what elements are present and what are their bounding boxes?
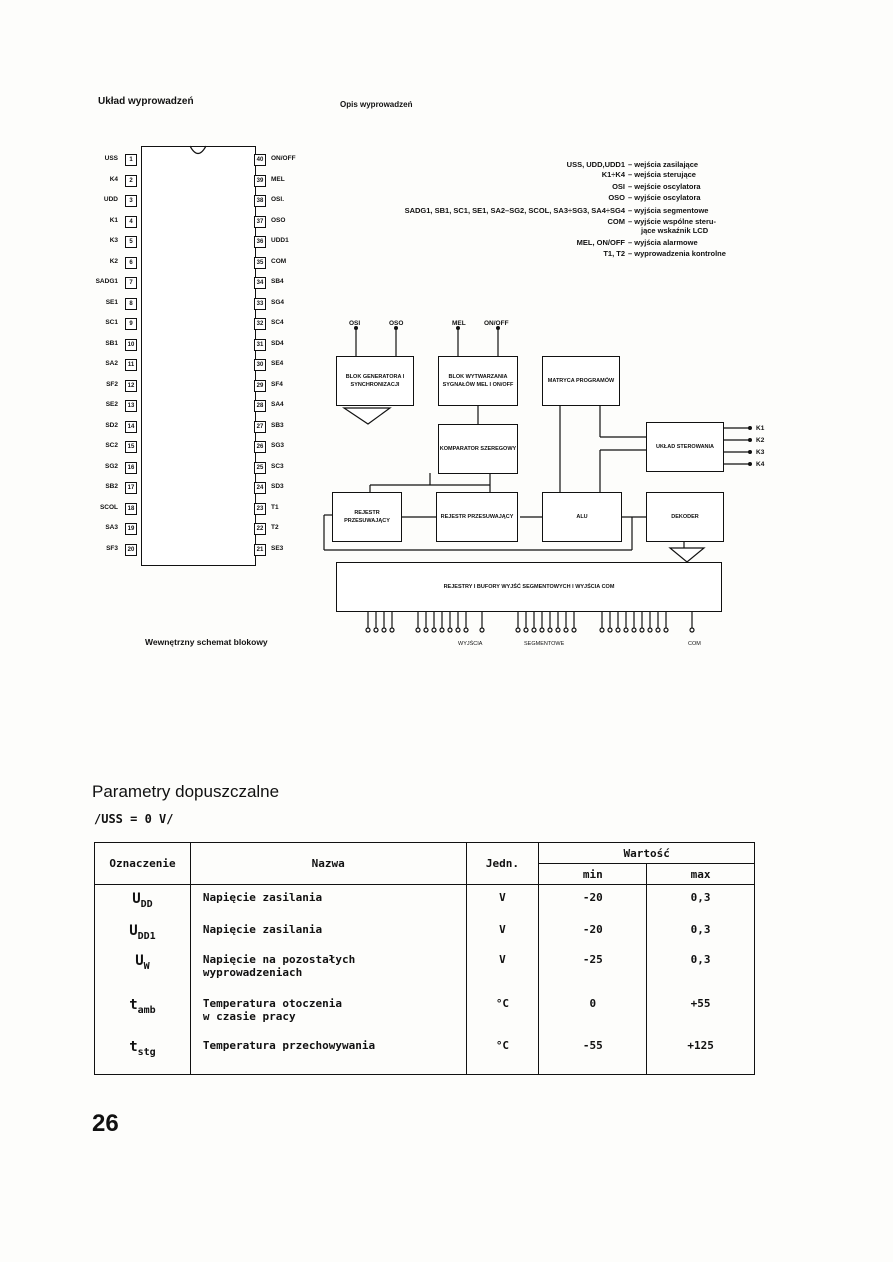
param-name-line1: Napięcie na pozostałych bbox=[202, 952, 356, 966]
segment-output-terminal bbox=[540, 628, 544, 632]
symbol-main: U bbox=[129, 922, 138, 939]
segment-output-terminal bbox=[564, 628, 568, 632]
segment-output-terminal bbox=[664, 628, 668, 632]
k4-label: K4 bbox=[756, 461, 765, 468]
left-pin bbox=[0, 216, 140, 230]
pin-name: T2 bbox=[271, 524, 279, 531]
right-pin bbox=[254, 257, 394, 271]
param-min: 0 bbox=[539, 991, 647, 1033]
ic-body bbox=[141, 146, 256, 566]
symbol-sub: amb bbox=[137, 1004, 156, 1016]
desc-text: – wejście oscylatora bbox=[628, 182, 701, 191]
param-symbol bbox=[95, 991, 191, 1033]
param-row bbox=[95, 991, 755, 1033]
right-pin bbox=[254, 277, 394, 291]
param-symbol bbox=[95, 1033, 191, 1075]
pin-number: 22 bbox=[254, 523, 266, 535]
col-name: Nazwa bbox=[190, 843, 466, 885]
pin-number: 38 bbox=[254, 195, 266, 207]
pin-number: 39 bbox=[254, 175, 266, 187]
pin-name: SB4 bbox=[271, 278, 284, 285]
param-row bbox=[95, 1033, 755, 1075]
pin-number: 35 bbox=[254, 257, 266, 269]
param-name-line2: w czasie pracy bbox=[202, 1009, 296, 1023]
col-max: max bbox=[647, 864, 755, 885]
k2-label: K2 bbox=[756, 437, 765, 444]
pin-name: OSI. bbox=[271, 196, 285, 203]
pin-name: K4 bbox=[109, 175, 118, 183]
mel-label: MEL bbox=[452, 320, 466, 327]
pin-number: 23 bbox=[254, 503, 266, 515]
right-pin bbox=[254, 216, 394, 230]
param-unit: °C bbox=[466, 991, 539, 1033]
segment-output-terminal bbox=[456, 628, 460, 632]
segment-output-terminal bbox=[416, 628, 420, 632]
segment-output-terminal bbox=[524, 628, 528, 632]
left-pin bbox=[0, 298, 140, 312]
pin-number: 26 bbox=[254, 441, 266, 453]
pin-number: 17 bbox=[125, 482, 137, 494]
right-pin bbox=[254, 195, 394, 209]
pin-number: 10 bbox=[125, 339, 137, 351]
pin-name: SC4 bbox=[271, 319, 284, 326]
ic-notch bbox=[188, 145, 208, 157]
param-unit: V bbox=[466, 947, 539, 991]
symbol-sub: DD1 bbox=[137, 930, 156, 942]
param-min: -20 bbox=[539, 917, 647, 947]
symbol-main: t bbox=[129, 1038, 138, 1055]
left-pin bbox=[0, 195, 140, 209]
pin-name: SF2 bbox=[106, 380, 118, 388]
left-pin bbox=[0, 318, 140, 332]
param-symbol bbox=[95, 917, 191, 947]
params-table bbox=[94, 842, 755, 1075]
desc-text: – wyjścia segmentowe bbox=[628, 206, 709, 215]
desc-signal: OSO bbox=[608, 193, 625, 202]
pinout-header: Układ wyprowadzeń bbox=[98, 96, 194, 107]
left-pin bbox=[0, 482, 140, 496]
segment-output-terminal bbox=[432, 628, 436, 632]
segment-output-terminal bbox=[366, 628, 370, 632]
segment-output-terminal bbox=[532, 628, 536, 632]
pin-number: 15 bbox=[125, 441, 137, 453]
desc-text: – wyprowadzenia kontrolne bbox=[628, 249, 726, 258]
pin-number: 19 bbox=[125, 523, 137, 535]
pin-name: SG2 bbox=[104, 462, 118, 470]
param-name-line2: wyprowadzeniach bbox=[202, 965, 303, 979]
output-buffers-block: REJESTRY I BUFORY WYJŚĆ SEGMENTOWYCH I WYJŚCIA COM bbox=[336, 562, 722, 612]
pin-number: 6 bbox=[125, 257, 137, 269]
param-name bbox=[190, 1033, 466, 1075]
pin-number: 18 bbox=[125, 503, 137, 515]
desc-signal: SADG1, SB1, SC1, SE1, SA2–SG2, SCOL, SA3÷SG3, SA4÷SG4 bbox=[404, 206, 625, 215]
desc-signal: USS, UDD,UDD1 bbox=[566, 160, 625, 169]
params-title: Parametry dopuszczalne bbox=[92, 782, 280, 801]
param-unit: °C bbox=[466, 1033, 539, 1075]
pin-number: 29 bbox=[254, 380, 266, 392]
symbol-main: t bbox=[129, 996, 138, 1013]
left-pin bbox=[0, 339, 140, 353]
pin-number: 40 bbox=[254, 154, 266, 166]
pin-number: 8 bbox=[125, 298, 137, 310]
segment-output-terminal bbox=[440, 628, 444, 632]
left-pin bbox=[0, 400, 140, 414]
pin-number: 4 bbox=[125, 216, 137, 228]
pin-number: 27 bbox=[254, 421, 266, 433]
desc-text: – wyjścia alarmowe bbox=[628, 238, 698, 247]
comparator-block: KOMPARATOR SZEREGOWY bbox=[438, 424, 518, 474]
onoff-label: ON/OFF bbox=[484, 320, 509, 327]
left-pin bbox=[0, 359, 140, 373]
pin-name: SB2 bbox=[105, 483, 118, 490]
segment-output-terminal bbox=[632, 628, 636, 632]
outputs-label: WYJŚCIA bbox=[458, 641, 483, 647]
param-name bbox=[190, 917, 466, 947]
pin-number: 20 bbox=[125, 544, 137, 556]
left-pin bbox=[0, 462, 140, 476]
pin-name: SG3 bbox=[271, 442, 285, 449]
symbol-sub: DD bbox=[140, 898, 153, 910]
param-symbol bbox=[95, 947, 191, 991]
desc-signal: K1÷K4 bbox=[601, 170, 625, 179]
segment-output-terminal bbox=[608, 628, 612, 632]
pin-name: SE4 bbox=[271, 360, 284, 367]
pin-number: 24 bbox=[254, 482, 266, 494]
pin-name: USS bbox=[104, 155, 118, 162]
pin-name: K2 bbox=[109, 257, 118, 265]
left-pin bbox=[0, 154, 140, 168]
segment-output-terminal bbox=[556, 628, 560, 632]
pin-number: 36 bbox=[254, 236, 266, 248]
pin-name: SE3 bbox=[271, 544, 284, 552]
shift-register-2: REJESTR PRZESUWAJĄCY bbox=[436, 492, 518, 542]
desc-signal: COM bbox=[607, 217, 625, 226]
param-max: 0,3 bbox=[647, 947, 755, 991]
col-unit: Jedn. bbox=[466, 843, 539, 885]
desc-text: – wejścia sterujące bbox=[628, 170, 696, 179]
pin-number: 14 bbox=[125, 421, 137, 433]
pin-number: 16 bbox=[125, 462, 137, 474]
segment-output-terminal bbox=[424, 628, 428, 632]
param-name-line1: Temperatura otoczenia bbox=[202, 996, 342, 1010]
segment-output-terminal bbox=[600, 628, 604, 632]
col-symbol: Oznaczenie bbox=[95, 843, 191, 885]
right-pin bbox=[254, 154, 394, 168]
param-max: 0,3 bbox=[647, 917, 755, 947]
pin-name: K3 bbox=[109, 237, 118, 244]
pin-name: SB1 bbox=[105, 339, 118, 347]
pin-name: SC3 bbox=[271, 462, 284, 470]
pin-number: 2 bbox=[125, 175, 137, 187]
left-pin bbox=[0, 421, 140, 435]
symbol-main: U bbox=[135, 952, 144, 969]
pin-name: SA3 bbox=[105, 524, 118, 531]
left-pin bbox=[0, 277, 140, 291]
pin-number: 30 bbox=[254, 359, 266, 371]
pin-name: SADG1 bbox=[95, 278, 118, 285]
segment-output-terminal bbox=[382, 628, 386, 632]
col-value: Wartość bbox=[539, 843, 755, 864]
param-name-line1: Napięcie zasilania bbox=[202, 922, 323, 936]
pin-name: SCOL bbox=[99, 503, 118, 511]
k3-label: K3 bbox=[756, 449, 765, 456]
pin-number: 12 bbox=[125, 380, 137, 392]
pin-number: 11 bbox=[125, 359, 137, 371]
right-pin bbox=[254, 236, 394, 250]
pin-name: UDD bbox=[103, 196, 118, 203]
pin-number: 7 bbox=[125, 277, 137, 289]
pin-number: 37 bbox=[254, 216, 266, 228]
segment-output-terminal bbox=[480, 628, 484, 632]
left-pin bbox=[0, 523, 140, 537]
control-unit-block: UKŁAD STEROWANIA bbox=[646, 422, 724, 472]
pin-name: ON/OFF bbox=[271, 155, 296, 162]
shift-register-1: REJESTR PRZESUWAJĄCY bbox=[332, 492, 402, 542]
param-unit: V bbox=[466, 917, 539, 947]
param-min: -25 bbox=[539, 947, 647, 991]
segment-label: SEGMENTOWE bbox=[524, 641, 565, 647]
left-pin bbox=[0, 441, 140, 455]
pin-name: SE2 bbox=[105, 401, 118, 408]
param-max: +125 bbox=[647, 1033, 755, 1075]
segment-output-terminal bbox=[448, 628, 452, 632]
param-min: -20 bbox=[539, 885, 647, 917]
desc-signal: T1, T2 bbox=[603, 249, 625, 258]
pin-name: SD2 bbox=[105, 421, 118, 429]
pin-name: SB3 bbox=[271, 421, 284, 429]
symbol-sub: stg bbox=[137, 1046, 156, 1058]
param-min: -55 bbox=[539, 1033, 647, 1075]
pin-number: 5 bbox=[125, 236, 137, 248]
right-pin bbox=[254, 175, 394, 189]
pin-name: SE1 bbox=[105, 298, 118, 306]
pin-name: SC1 bbox=[105, 319, 118, 326]
segment-output-terminal bbox=[572, 628, 576, 632]
pin-description-header: Opis wyprowadzeń bbox=[340, 100, 413, 109]
desc-signal: MEL, ON/OFF bbox=[576, 238, 625, 247]
pin-name: COM bbox=[271, 257, 287, 265]
oso-label: OSO bbox=[389, 320, 404, 327]
desc-text: – wyjście wspólne steru- bbox=[628, 217, 716, 226]
segment-output-terminal bbox=[648, 628, 652, 632]
param-row bbox=[95, 917, 755, 947]
pin-number: 31 bbox=[254, 339, 266, 351]
com-output-label: COM bbox=[688, 641, 701, 647]
decoder-block: DEKODER bbox=[646, 492, 724, 542]
param-row bbox=[95, 947, 755, 991]
pin-number: 32 bbox=[254, 318, 266, 330]
param-name-line1: Temperatura przechowywania bbox=[202, 1038, 376, 1052]
page-number: 26 bbox=[92, 1110, 119, 1137]
pin-name: SC2 bbox=[105, 442, 118, 449]
symbol-sub: W bbox=[143, 960, 150, 972]
segment-output-terminal bbox=[548, 628, 552, 632]
pin-name: T1 bbox=[271, 503, 279, 511]
segment-output-terminal bbox=[374, 628, 378, 632]
left-pin bbox=[0, 175, 140, 189]
pin-name: SD3 bbox=[271, 483, 284, 490]
desc-signal: OSI bbox=[612, 182, 625, 191]
segment-output-terminal bbox=[640, 628, 644, 632]
k1-label: K1 bbox=[756, 425, 765, 432]
left-pin bbox=[0, 380, 140, 394]
desc-text: – wejścia zasilające bbox=[628, 160, 699, 169]
pin-name: SD4 bbox=[271, 339, 284, 347]
segment-output-terminal bbox=[616, 628, 620, 632]
param-unit: V bbox=[466, 885, 539, 917]
signal-block: BLOK WYTWARZANIA SYGNAŁÓW MEL I ON/OFF bbox=[438, 356, 518, 406]
block-diagram-caption: Wewnętrzny schemat blokowy bbox=[145, 637, 268, 647]
param-symbol bbox=[95, 885, 191, 917]
pin-name: MEL bbox=[271, 175, 285, 183]
alu-block: ALU bbox=[542, 492, 622, 542]
left-pin bbox=[0, 236, 140, 250]
pin-number: 25 bbox=[254, 462, 266, 474]
pin-name: OSO bbox=[271, 216, 286, 224]
pin-number: 34 bbox=[254, 277, 266, 289]
pin-number: 33 bbox=[254, 298, 266, 310]
pin-name: UDD1 bbox=[271, 237, 289, 244]
pin-name: SA4 bbox=[271, 401, 284, 408]
left-pin bbox=[0, 544, 140, 558]
left-pin bbox=[0, 503, 140, 517]
param-name bbox=[190, 947, 466, 991]
symbol-main: U bbox=[132, 891, 141, 907]
param-row bbox=[95, 885, 755, 917]
param-name bbox=[190, 885, 466, 917]
pin-name: SA2 bbox=[105, 360, 118, 367]
params-condition: /USS = 0 V/ bbox=[94, 812, 174, 826]
col-min: min bbox=[539, 864, 647, 885]
pin-number: 3 bbox=[125, 195, 137, 207]
segment-output-terminal bbox=[390, 628, 394, 632]
pin-number: 9 bbox=[125, 318, 137, 330]
pin-number: 13 bbox=[125, 400, 137, 412]
segment-output-terminal bbox=[624, 628, 628, 632]
generator-block: BLOK GENERATORA I SYNCHRONIZACJI bbox=[336, 356, 414, 406]
segment-output-terminal bbox=[656, 628, 660, 632]
segment-output-terminal bbox=[464, 628, 468, 632]
left-pin bbox=[0, 257, 140, 271]
program-matrix-block: MATRYCA PROGRAMÓW bbox=[542, 356, 620, 406]
param-name bbox=[190, 991, 466, 1033]
osi-label: OSI bbox=[349, 320, 361, 327]
pin-name: SG4 bbox=[271, 298, 285, 306]
segment-output-terminal bbox=[516, 628, 520, 632]
pin-name: SF4 bbox=[271, 380, 283, 388]
param-max: +55 bbox=[647, 991, 755, 1033]
desc-text: jące wskaźnik LCD bbox=[641, 226, 709, 235]
param-max: 0,3 bbox=[647, 885, 755, 917]
segment-output-terminal bbox=[690, 628, 694, 632]
param-name-line1: Napięcie zasilania bbox=[202, 891, 323, 904]
pin-name: SF3 bbox=[106, 544, 118, 552]
pin-name: K1 bbox=[109, 216, 118, 224]
desc-text: – wyjście oscylatora bbox=[628, 193, 701, 202]
pin-number: 28 bbox=[254, 400, 266, 412]
pin-number: 1 bbox=[125, 154, 137, 166]
pin-number: 21 bbox=[254, 544, 266, 556]
